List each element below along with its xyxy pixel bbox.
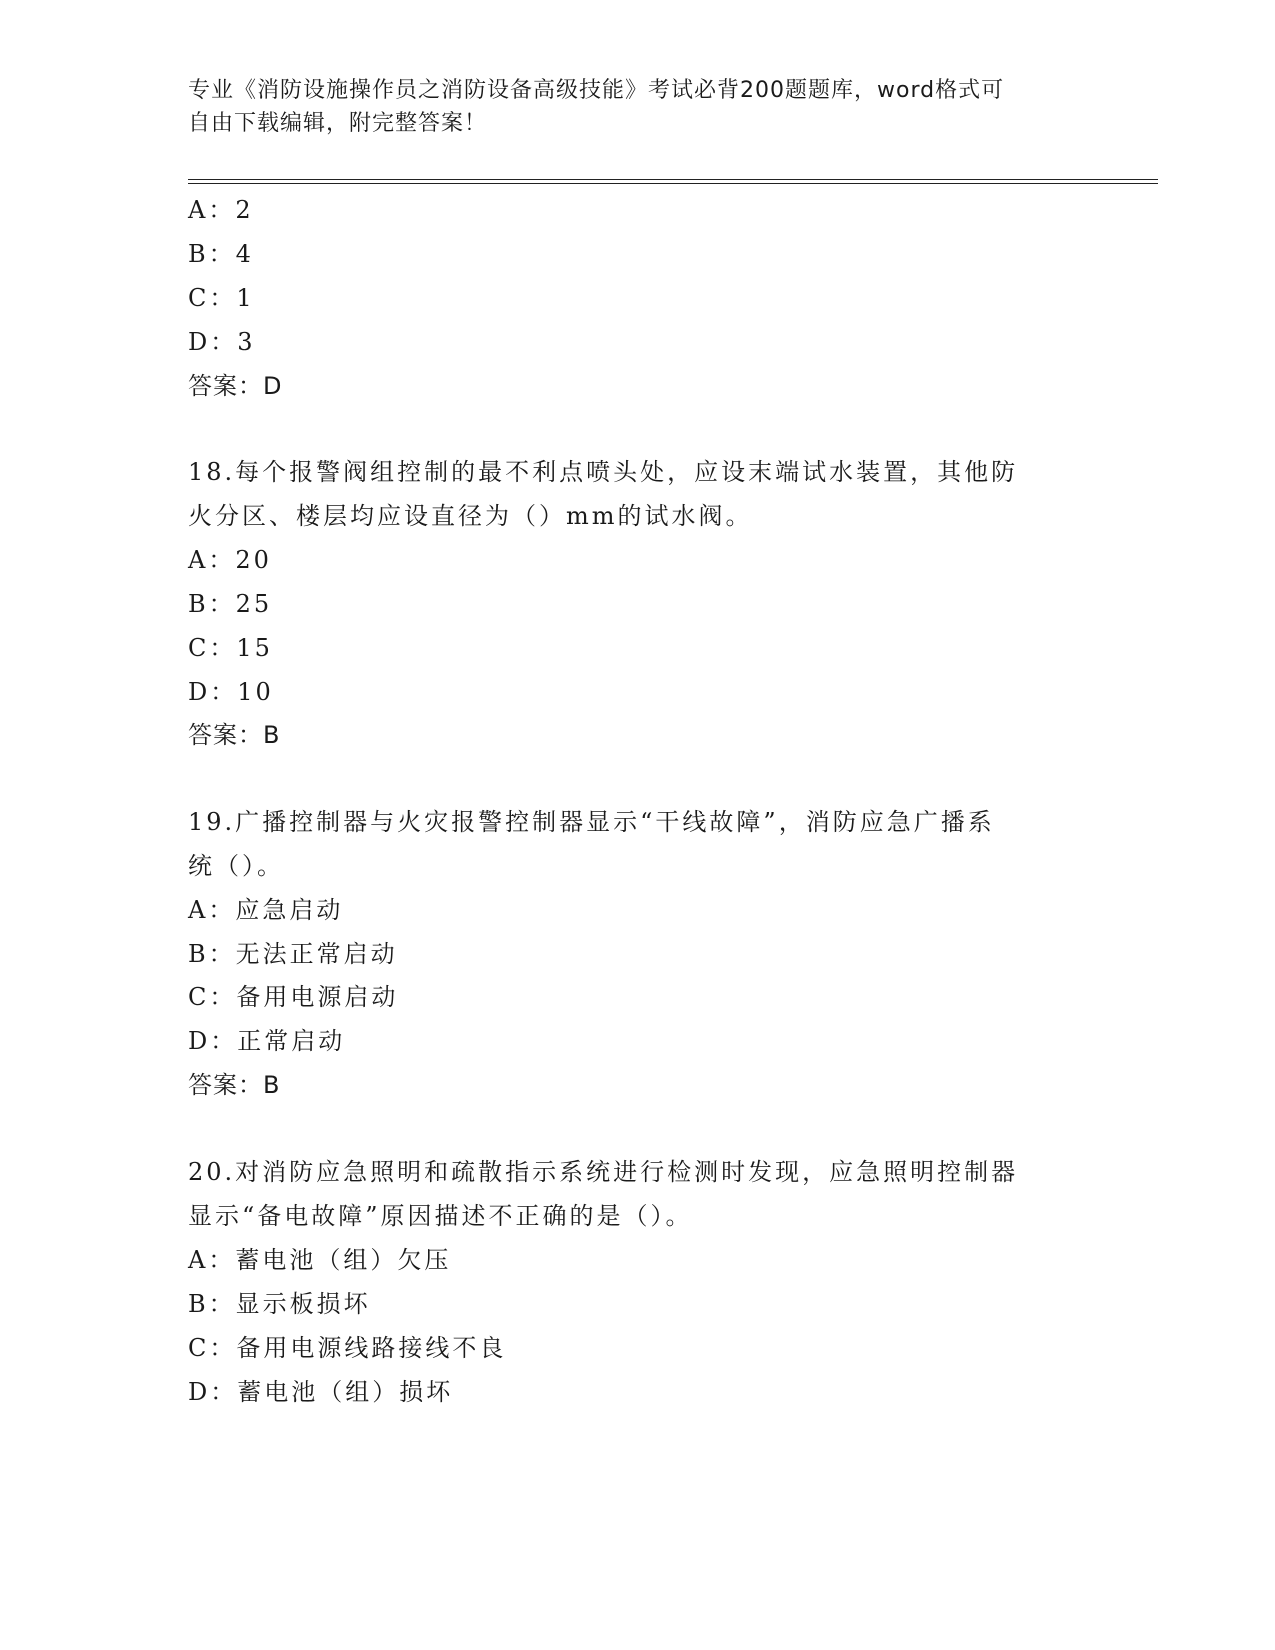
question-20-line-1: 20.对消防应急照明和疏散指示系统进行检测时发现，应急照明控制器 bbox=[188, 1158, 1019, 1186]
option-c: C：备用电源线路接线不良 bbox=[188, 1334, 507, 1362]
option-b: B：显示板损坏 bbox=[188, 1290, 371, 1318]
question-18-line-2: 火分区、楼层均应设直径为（）mm的试水阀。 bbox=[188, 502, 753, 530]
header-line-2: 自由下载编辑，附完整答案！ bbox=[188, 111, 488, 136]
option-a: A：20 bbox=[188, 546, 272, 574]
option-c: C：备用电源启动 bbox=[188, 983, 399, 1011]
question-19-line-1: 19.广播控制器与火灾报警控制器显示“干线故障”，消防应急广播系 bbox=[188, 808, 995, 836]
option-b: B：25 bbox=[188, 590, 273, 618]
option-d: D：正常启动 bbox=[188, 1027, 346, 1055]
document-header bbox=[188, 74, 1068, 140]
option-a: A：应急启动 bbox=[188, 896, 344, 924]
option-a: A：2 bbox=[188, 196, 254, 224]
option-d: D：3 bbox=[188, 328, 256, 356]
option-b: B：无法正常启动 bbox=[188, 940, 398, 968]
answer-text: 答案：B bbox=[188, 1071, 281, 1099]
header-line-1: 专业《消防设施操作员之消防设备高级技能》考试必背200题题库，word格式可 bbox=[188, 78, 1005, 103]
option-d: D：蓄电池（组）损坏 bbox=[188, 1378, 454, 1406]
option-b: B：4 bbox=[188, 240, 254, 268]
header-divider-bottom bbox=[188, 183, 1158, 184]
answer-text: 答案：D bbox=[188, 372, 283, 400]
question-20-line-2: 显示“备电故障”原因描述不正确的是（）。 bbox=[188, 1202, 693, 1230]
answer-text: 答案：B bbox=[188, 721, 281, 749]
question-19-line-2: 统（）。 bbox=[188, 852, 284, 880]
option-d: D：10 bbox=[188, 678, 274, 706]
option-a: A：蓄电池（组）欠压 bbox=[188, 1246, 452, 1274]
option-c: C：15 bbox=[188, 634, 273, 662]
question-18-line-1: 18.每个报警阀组控制的最不利点喷头处，应设末端试水装置，其他防 bbox=[188, 458, 1019, 486]
option-c: C：1 bbox=[188, 284, 255, 312]
header-divider-top bbox=[188, 179, 1158, 180]
